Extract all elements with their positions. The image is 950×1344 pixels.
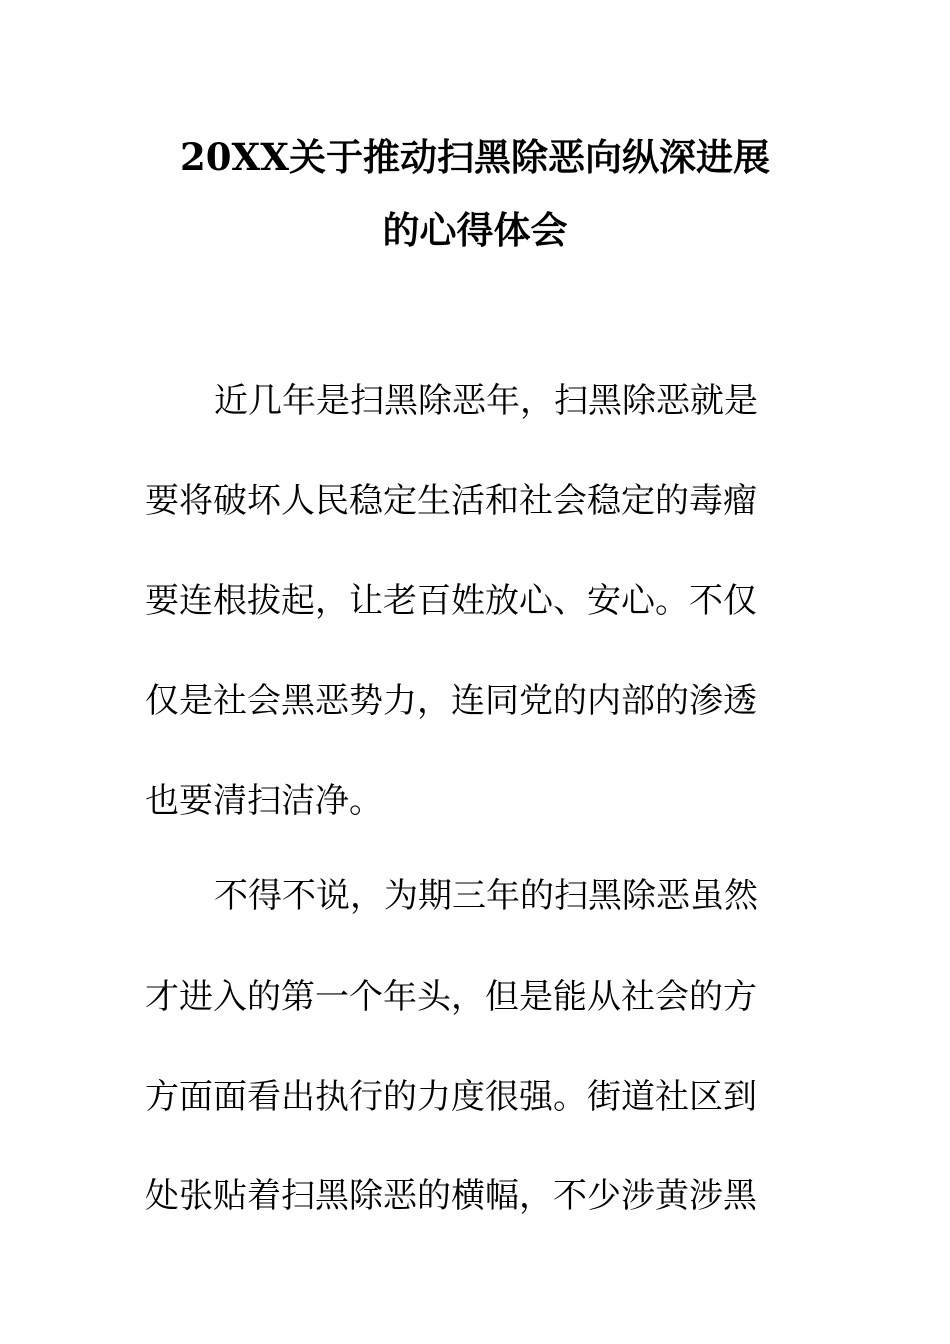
paragraph-1-line-1: 近几年是扫黑除恶年，扫黑除恶就是 xyxy=(214,381,758,421)
paragraph-1-line-5: 也要清扫洁净。 xyxy=(145,781,383,821)
paragraph-1-line-3: 要连根拔起，让老百姓放心、安心。不仅 xyxy=(145,581,757,621)
paragraph-2-line-2: 才进入的第一个年头，但是能从社会的方 xyxy=(145,977,757,1017)
paragraph-2-line-4: 处张贴着扫黑除恶的横幅，不少涉黄涉黑 xyxy=(145,1176,757,1216)
paragraph-1-line-2: 要将破坏人民稳定生活和社会稳定的毒瘤 xyxy=(145,481,757,521)
document-title-line-1: 20XX关于推动扫黑除恶向纵深进展 xyxy=(180,135,770,179)
paragraph-2-line-3: 方面面看出执行的力度很强。街道社区到 xyxy=(145,1077,757,1117)
paragraph-1-line-4: 仅是社会黑恶势力，连同党的内部的渗透 xyxy=(145,681,757,721)
document-title-line-2: 的心得体会 xyxy=(382,208,568,252)
paragraph-2-line-1: 不得不说，为期三年的扫黑除恶虽然 xyxy=(214,876,758,916)
